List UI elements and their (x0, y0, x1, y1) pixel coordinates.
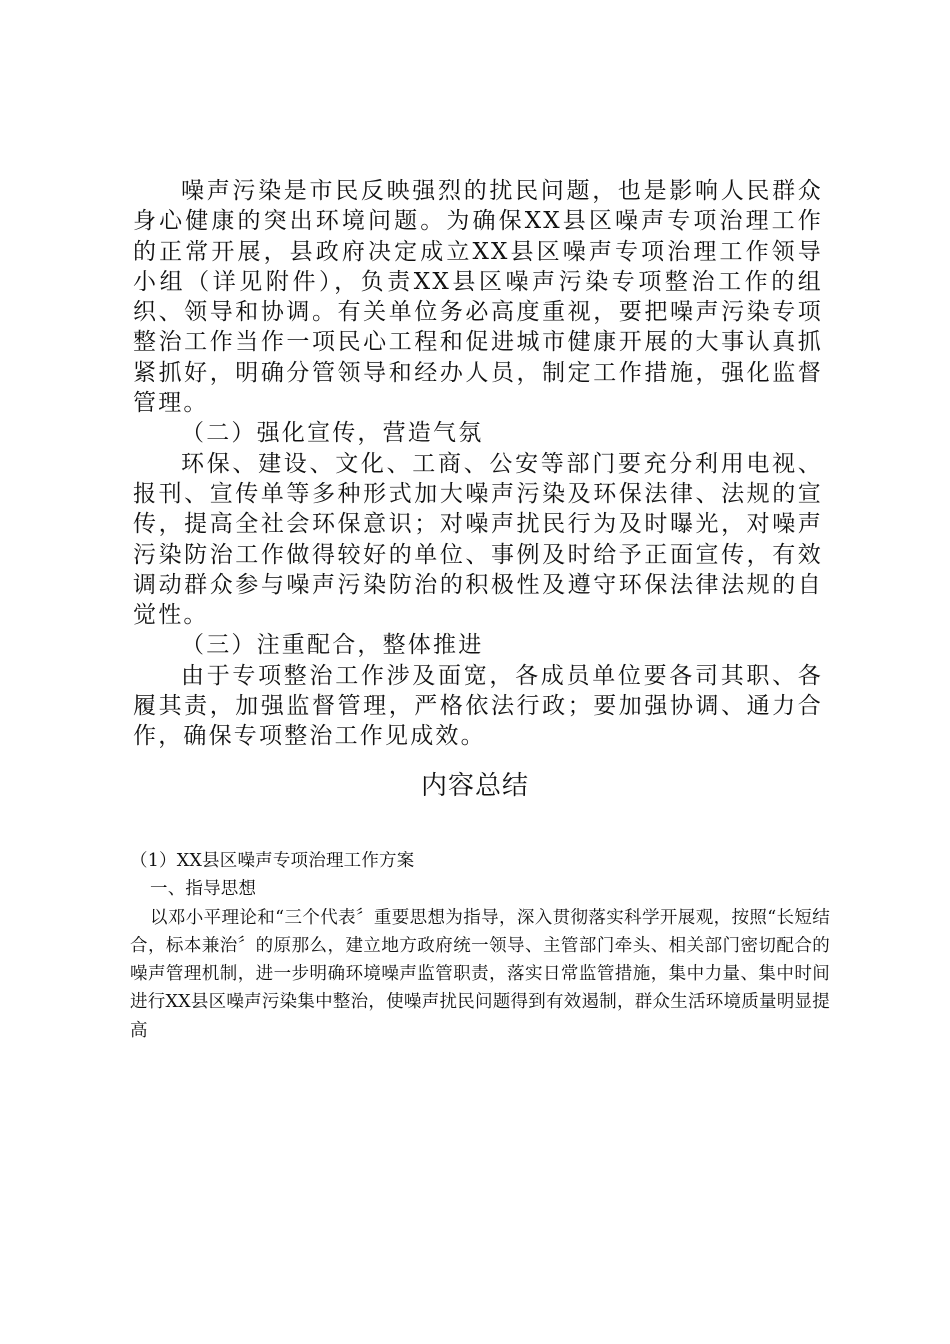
paragraph-cooperation: 由于专项整治工作涉及面宽，各成员单位要各司其职、各履其责，加强监督管理，严格依法行政；要加强协调、通力合作，确保专项整治工作见成效。 (133, 662, 823, 750)
summary-item-title: （1）XX县区噪声专项治理工作方案 (130, 851, 415, 871)
paragraph-publicity: 环保、建设、文化、工商、公安等部门要充分利用电视、报刊、宣传单等多种形式加大噪声污染及环保法律、法规的宣传，提高全社会环保意识；对噪声扰民行为及时曝光，对噪声污染防治工作做得较好的单位、事例及时给予正面宣传，有效调动群众参与噪声污染防治的积极性及遵守环保法律法规的自觉性。 (133, 450, 823, 629)
summary-section (130, 847, 830, 1045)
summary-paragraph: 以邓小平理论和“三个代表〞重要思想为指导，深入贯彻落实科学开展观，按照“长短结合，标本兼治〞的原那么，建立地方政府统一领导、主管部门牵头、相关部门密切配合的噪声管理机制，进一步明确环境噪声监管职责，落实日常监管措施，集中力量、集中时间进行XX县区噪声污染集中整治，使噪声扰民问题得到有效遏制，群众生活环境质量明显提高 (130, 907, 830, 1041)
section-heading-publicity: （二）强化宣传，营造气氛 (181, 420, 484, 447)
summary-title: 内容总结 (420, 771, 529, 801)
paragraph-leadership: 噪声污染是市民反映强烈的扰民问题，也是影响人民群众身心健康的突出环境问题。为确保XX县区噪声专项治理工作的正常开展，县政府决定成立XX县区噪声专项治理工作领导小组（详见附件），负责XX县区噪声污染专项整治工作的组织、领导和协调。有关单位务必高度重视，要把噪声污染专项整治工作当作一项民心工程和促进城市健康开展的大事认真抓紧抓好，明确分管领导和经办人员，制定工作措施，强化监督管理。 (133, 178, 823, 417)
body-section (133, 176, 823, 752)
section-heading-cooperation: （三）注重配合，整体推进 (181, 632, 484, 659)
summary-subheading: 一、指导思想 (150, 879, 257, 900)
